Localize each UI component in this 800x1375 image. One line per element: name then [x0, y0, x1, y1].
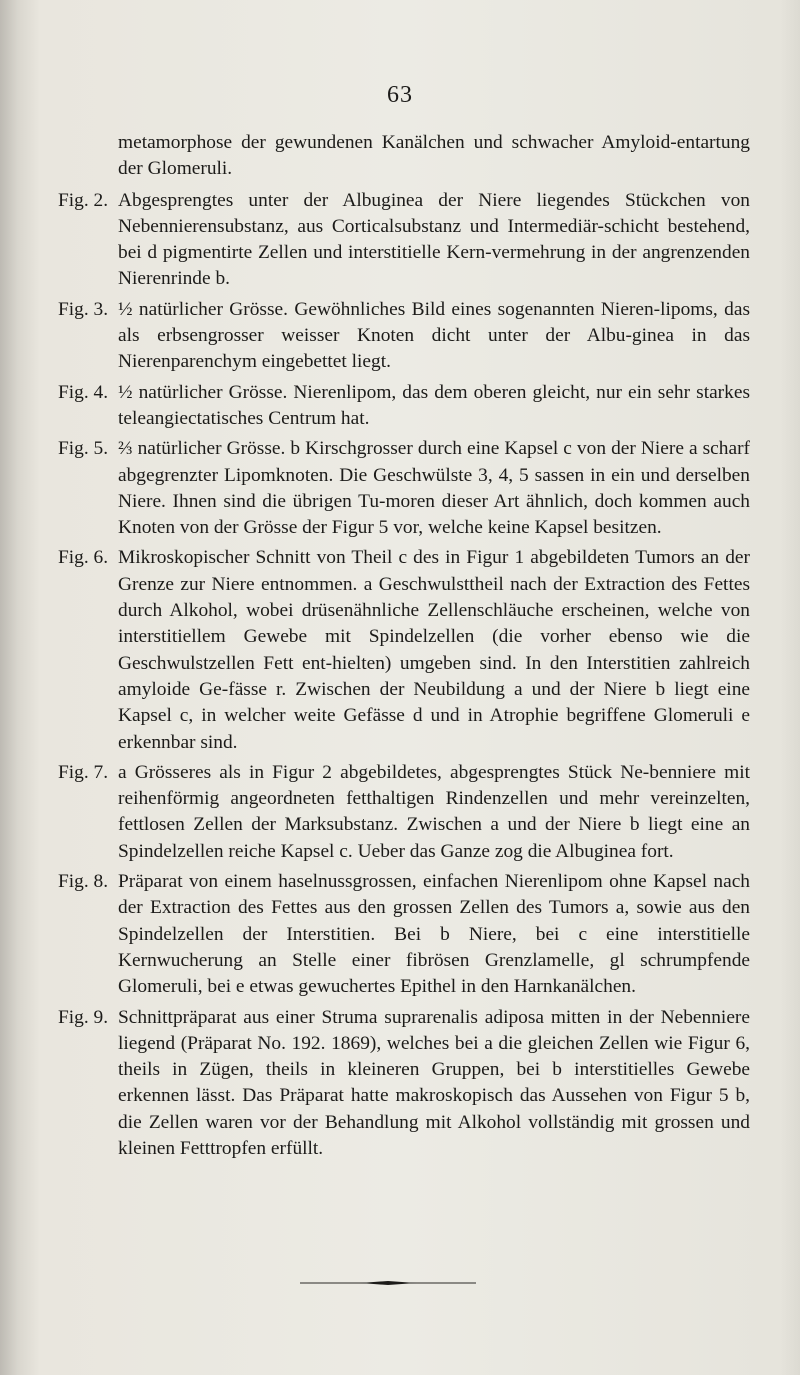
fig-label: Fig. 5.: [58, 438, 109, 460]
figure-captions: [58, 130, 750, 1166]
caption-text: Schnittpräparat aus einer Struma suprarenalis adiposa mitten in der Nebenniere liegend (Präparat No. 192. 1869), welches bei a die gleichen Zellen wie Figur 6, theils in Zügen, theils in kleineren Gruppen, bei b interstitielles Gewebe erkennen lässt. Das Präparat hatte makroskopisch das Aussehen von Figur 5 b, die Zellen waren vor der Behandlung mit Alkohol vollständig mit grossen und kleinen Fetttropfen erfüllt.: [118, 1006, 750, 1159]
caption-fig-3: [58, 297, 750, 376]
caption-text: ½ natürlicher Grösse. Gewöhnliches Bild eines sogenannten Nieren-lipoms, das als erbsengrosser weisser Knoten dicht unter der Albu-ginea in das Nierenparenchym eingebettet liegt.: [118, 298, 750, 373]
page-number: 63: [387, 82, 413, 108]
fig-label: Fig. 7.: [58, 761, 109, 783]
caption-fig-9: [58, 1005, 750, 1163]
caption-fig-4: [58, 380, 750, 433]
caption-text: Mikroskopischer Schnitt von Theil c des in Figur 1 abgebildeten Tumors an der Grenze zur Niere entnommen. a Geschwulsttheil nach der Extraction des Fettes durch Alkohol, wobei drüsenähnliche Zellenschläuche erscheinen, welche von interstitiellem Gewebe mit Spindelzellen (die vorher ebenso wie die Geschwulstzellen Fett ent-hielten) umgeben sind. In den Interstitien zahlreich amyloide Ge-fässe r. Zwischen der Neubildung a und der Niere b liegt eine Kapsel c, in welcher weite Gefässe d und in Atrophie begriffene Glomeruli e erkennbar sind.: [118, 547, 750, 753]
caption-text: a Grösseres als in Figur 2 abgebildetes, abgesprengtes Stück Ne-benniere mit reihenförmig angeordneten fetthaltigen Rindenzellen und mehr vereinzelten, fettlosen Zellen der Marksubstanz. Zwischen a und der Niere b liegt eine an Spindelzellen reiche Kapsel c. Ueber das Ganze zog die Albuginea fort.: [118, 761, 750, 862]
continued-caption: [58, 130, 750, 183]
caption-text: ⅔ natürlicher Grösse. b Kirschgrosser durch eine Kapsel c von der Niere a scharf abgegrenzter Lipomknoten. Die Geschwülste 3, 4, 5 sassen in ein und derselben Niere. Ihnen sind die übrigen Tu-moren dieser Art ähnlich, doch kommen auch Knoten von der Grösse der Figur 5 vor, welche keine Kapsel besitzen.: [118, 438, 750, 539]
caption-fig-5: [58, 436, 750, 541]
fig-label: Fig. 2.: [58, 189, 109, 211]
caption-fig-2: [58, 188, 750, 293]
caption-text: Abgesprengtes unter der Albuginea der Niere liegendes Stückchen von Nebennierensubstanz, aus Corticalsubstanz und Intermediär-schicht bestehend, bei d pigmentirte Zellen und interstitielle Kern-vermehrung in der angrenzenden Nierenrinde b.: [118, 189, 750, 290]
fig-label: Fig. 9.: [58, 1006, 109, 1028]
fig-label: Fig. 6.: [58, 547, 109, 569]
caption-fig-6: [58, 545, 750, 755]
caption-text: ½ natürlicher Grösse. Nierenlipom, das dem oberen gleicht, nur ein sehr starkes teleangiectatisches Centrum hat.: [118, 381, 750, 429]
fig-label: Fig. 8.: [58, 871, 109, 893]
fig-label: Fig. 4.: [58, 381, 109, 403]
caption-text: Präparat von einem haselnussgrossen, einfachen Nierenlipom ohne Kapsel nach der Extraction des Fettes aus den grossen Zellen des Tumors a, sowie aus den Spindelzellen der Interstitien. Bei b Niere, bei c eine interstitielle Kernwucherung an Stelle einer fibrösen Grenzlamelle, gl schrumpfende Glomeruli, bei e etwas gewuchertes Epithel in den Harnkanälchen.: [118, 871, 750, 998]
caption-fig-7: [58, 760, 750, 865]
caption-fig-8: [58, 869, 750, 1000]
end-ornament-rule: [300, 1280, 476, 1286]
fig-label: Fig. 3.: [58, 298, 109, 320]
continued-caption-text: metamorphose der gewundenen Kanälchen und schwacher Amyloid-entartung der Glomeruli.: [118, 132, 750, 180]
